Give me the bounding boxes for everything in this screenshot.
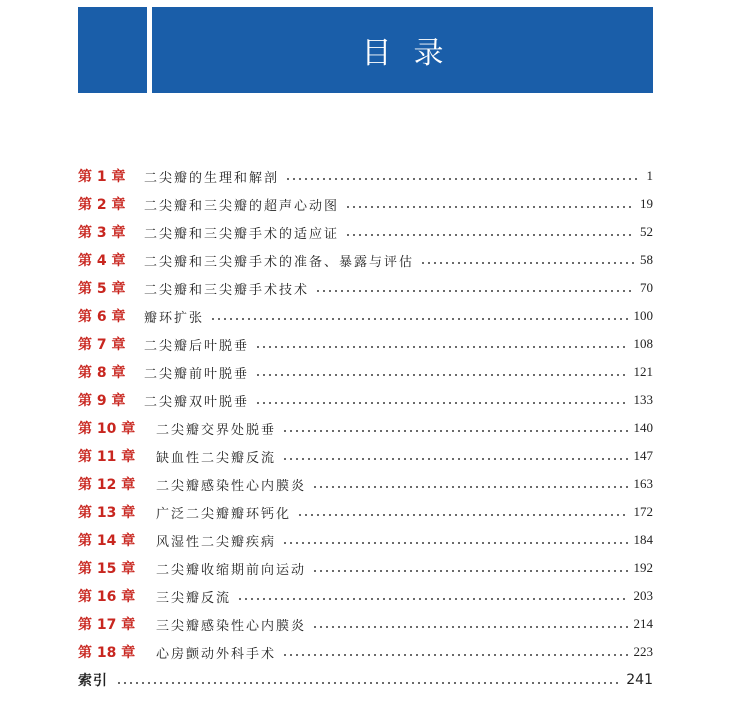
table-of-contents: [78, 162, 653, 694]
page-number: 223: [633, 644, 653, 659]
page-number: 241: [626, 672, 653, 688]
chapter-number: 第 10 章: [78, 421, 136, 437]
dot-leader: [315, 290, 634, 292]
page-number: 133: [633, 392, 653, 407]
toc-entry[interactable]: [78, 190, 653, 218]
page-number: 147: [633, 448, 653, 463]
toc-entry[interactable]: [78, 302, 653, 330]
dot-leader: [285, 178, 640, 180]
chapter-title: 缺血性二尖瓣反流: [156, 450, 277, 466]
chapter-number: 第 13 章: [78, 505, 136, 521]
chapter-title: 二尖瓣收缩期前向运动: [156, 562, 307, 578]
dot-leader: [116, 682, 620, 684]
header-banner: [152, 7, 653, 93]
chapter-title: 二尖瓣交界处脱垂: [156, 422, 277, 438]
dot-leader: [282, 458, 627, 460]
page-number: 121: [633, 364, 653, 379]
chapter-title: 二尖瓣前叶脱垂: [144, 366, 250, 382]
chapter-number: 第 3 章: [78, 225, 126, 241]
chapter-number: 第 14 章: [78, 533, 136, 549]
chapter-title: 二尖瓣感染性心内膜炎: [156, 478, 307, 494]
chapter-title: 二尖瓣双叶脱垂: [144, 394, 250, 410]
toc-entry-index[interactable]: [78, 666, 653, 694]
chapter-number: 第 9 章: [78, 393, 126, 409]
dot-leader: [282, 654, 627, 656]
chapter-title: 心房颤动外科手术: [156, 646, 277, 662]
chapter-number: 第 5 章: [78, 281, 126, 297]
dot-leader: [312, 570, 627, 572]
toc-entry[interactable]: [78, 554, 653, 582]
chapter-number: 第 12 章: [78, 477, 136, 493]
dot-leader: [237, 598, 627, 600]
chapter-number: 第 1 章: [78, 169, 126, 185]
chapter-title: 风湿性二尖瓣疾病: [156, 534, 277, 550]
page-number: 108: [633, 336, 653, 351]
chapter-title: 二尖瓣和三尖瓣的超声心动图: [144, 198, 340, 214]
page-number: 172: [633, 504, 653, 519]
page-number: 52: [640, 224, 653, 239]
toc-entry[interactable]: [78, 218, 653, 246]
page-number: 163: [633, 476, 653, 491]
page-number: 192: [633, 560, 653, 575]
dot-leader: [282, 542, 627, 544]
chapter-number: 第 16 章: [78, 589, 136, 605]
toc-entry[interactable]: [78, 470, 653, 498]
toc-entry[interactable]: [78, 330, 653, 358]
dot-leader: [345, 234, 634, 236]
toc-entry[interactable]: [78, 246, 653, 274]
dot-leader: [297, 514, 627, 516]
toc-entry[interactable]: [78, 162, 653, 190]
chapter-title: 三尖瓣感染性心内膜炎: [156, 618, 307, 634]
page-number: 214: [633, 616, 653, 631]
page-number: 140: [633, 420, 653, 435]
chapter-title: 广泛二尖瓣瓣环钙化: [156, 506, 292, 522]
toc-entry[interactable]: [78, 442, 653, 470]
dot-leader: [255, 374, 627, 376]
index-title: 索引: [78, 673, 108, 689]
chapter-title: 二尖瓣和三尖瓣手术的准备、暴露与评估: [144, 254, 415, 270]
page-number: 70: [640, 280, 653, 295]
chapter-number: 第 7 章: [78, 337, 126, 353]
dot-leader: [282, 430, 627, 432]
toc-entry[interactable]: [78, 414, 653, 442]
page-number: 100: [633, 308, 653, 323]
page-number: 203: [633, 588, 653, 603]
chapter-number: 第 4 章: [78, 253, 126, 269]
dot-leader: [255, 402, 627, 404]
dot-leader: [345, 206, 634, 208]
toc-entry[interactable]: [78, 582, 653, 610]
toc-entry[interactable]: [78, 526, 653, 554]
chapter-number: 第 11 章: [78, 449, 136, 465]
chapter-title: 瓣环扩张: [144, 310, 205, 326]
page-number: 1: [646, 168, 653, 183]
header-accent-block: [78, 7, 147, 93]
toc-entry[interactable]: [78, 386, 653, 414]
dot-leader: [255, 346, 627, 348]
dot-leader: [420, 262, 634, 264]
page-title: 目录: [361, 36, 466, 71]
page-number: 19: [640, 196, 653, 211]
dot-leader: [210, 318, 627, 320]
dot-leader: [312, 626, 627, 628]
toc-entry[interactable]: [78, 638, 653, 666]
chapter-title: 二尖瓣的生理和解剖: [144, 170, 280, 186]
chapter-title: 二尖瓣和三尖瓣手术的适应证: [144, 226, 340, 242]
page-number: 58: [640, 252, 653, 267]
page-number: 184: [633, 532, 653, 547]
toc-entry[interactable]: [78, 358, 653, 386]
toc-entry[interactable]: [78, 610, 653, 638]
dot-leader: [312, 486, 627, 488]
chapter-number: 第 15 章: [78, 561, 136, 577]
chapter-number: 第 8 章: [78, 365, 126, 381]
chapter-number: 第 17 章: [78, 617, 136, 633]
chapter-title: 三尖瓣反流: [156, 590, 232, 606]
chapter-number: 第 6 章: [78, 309, 126, 325]
chapter-number: 第 2 章: [78, 197, 126, 213]
chapter-title: 二尖瓣和三尖瓣手术技术: [144, 282, 310, 298]
chapter-title: 二尖瓣后叶脱垂: [144, 338, 250, 354]
chapter-number: 第 18 章: [78, 645, 136, 661]
toc-entry[interactable]: [78, 274, 653, 302]
toc-entry[interactable]: [78, 498, 653, 526]
